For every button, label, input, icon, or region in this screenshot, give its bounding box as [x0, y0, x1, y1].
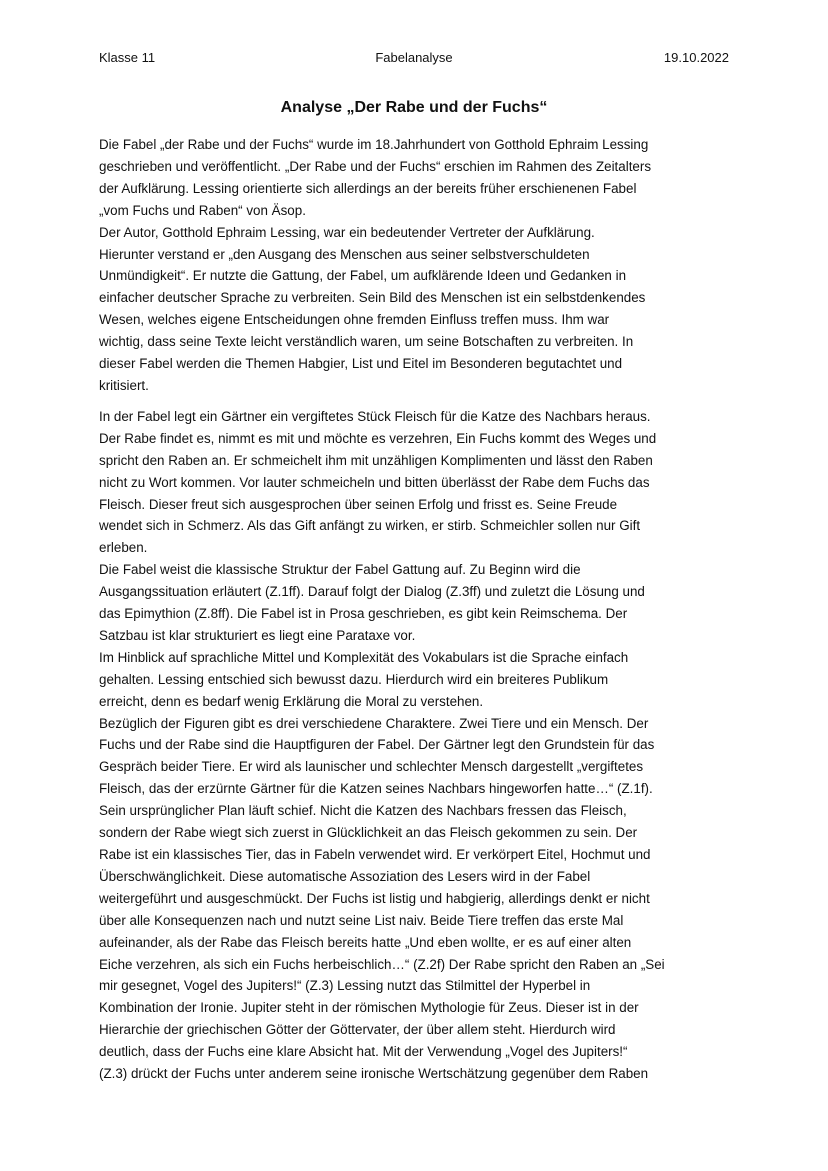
text-line: wichtig, dass seine Texte leicht verständlich waren, um seine Botschaften zu verbreiten. In	[99, 334, 634, 350]
document-body	[99, 134, 735, 1085]
text-line: Unmündigkeit“. Er nutzte die Gattung, der Fabel, um aufklärende Ideen und Gedanken in	[99, 268, 627, 284]
text-line: Hierarchie der griechischen Götter der Göttervater, der über allem steht. Hierdurch wird	[99, 1022, 616, 1038]
text-line: Im Hinblick auf sprachliche Mittel und Komplexität des Vokabulars ist die Sprache einfach	[99, 649, 629, 665]
text-line: einfacher deutscher Sprache zu verbreiten. Sein Bild des Menschen ist ein selbstdenkendes	[99, 290, 646, 306]
text-line: Der Autor, Gotthold Ephraim Lessing, war ein bedeutender Vertreter der Aufklärung.	[99, 224, 595, 240]
paragraph-language	[99, 647, 735, 713]
text-line: kritisiert.	[99, 377, 149, 393]
text-line: mir gesegnet, Vogel des Jupiters!“ (Z.3) Lessing nutzt das Stilmittel der Hyperbel in	[99, 978, 591, 994]
text-line: Bezüglich der Figuren gibt es drei verschiedene Charaktere. Zwei Tiere und ein Mensch. Der	[99, 715, 649, 731]
paragraph-author	[99, 222, 735, 397]
text-line: Rabe ist ein klassisches Tier, das in Fabeln verwendet wird. Er verkörpert Eitel, Hochmut und	[99, 847, 651, 862]
text-line: deutlich, dass der Fuchs eine klare Absicht hat. Mit der Verwendung „Vogel des Jupiters!“	[99, 1044, 628, 1060]
text-line: erleben.	[99, 540, 148, 556]
text-line: (Z.3) drückt der Fuchs unter anderem seine ironische Wertschätzung gegenüber dem Raben	[99, 1066, 649, 1082]
text-line: Die Fabel „der Rabe und der Fuchs“ wurde im 18.Jahrhundert von Gotthold Ephraim Lessing	[99, 137, 649, 152]
text-line: Fleisch. Dieser freut sich ausgesprochen über seinen Erfolg und frisst es. Seine Freude	[99, 496, 618, 512]
header-subject: Fabelanalyse	[375, 50, 453, 65]
text-line: Wesen, welches eigene Entscheidungen ohne fremden Einfluss treffen muss. Ihm war	[99, 312, 610, 328]
text-line: In der Fabel legt ein Gärtner ein vergiftetes Stück Fleisch für die Katze des Nachbars heraus.	[99, 408, 651, 424]
text-line: „vom Fuchs und Raben“ von Äsop.	[99, 202, 306, 218]
text-line: nicht zu Wort kommen. Vor lauter schmeicheln und bitten überlässt der Rabe dem Fuchs das	[99, 474, 650, 490]
text-line: das Epimythion (Z.8ff). Die Fabel ist in Prosa geschrieben, es gibt kein Reimschema. Der	[99, 606, 628, 622]
document-title: Analyse „Der Rabe und der Fuchs“	[280, 99, 548, 116]
text-line: sondern der Rabe wiegt sich zuerst in Glücklichkeit an das Fleisch gekommen zu sein. Der	[99, 825, 638, 841]
text-line: Der Rabe findet es, nimmt es mit und möchte es verzehren, Ein Fuchs kommt des Weges und	[99, 430, 657, 446]
text-line: über alle Konsequenzen nach und nutzt seine List naiv. Beide Tiere treffen das erste Mal	[99, 912, 624, 928]
text-line: Die Fabel weist die klassische Struktur der Fabel Gattung auf. Zu Beginn wird die	[99, 562, 581, 578]
header-date: 19.10.2022	[663, 50, 729, 65]
text-line: Fleisch, das der erzürnte Gärtner für die Katzen seines Nachbars hingeworfen hatte…“ (Z.1f).	[99, 781, 653, 797]
paragraph-characters	[99, 713, 735, 1085]
header-class: Klasse 11	[99, 50, 156, 65]
text-line: Satzbau ist klar strukturiert es liegt eine Parataxe vor.	[99, 627, 416, 643]
text-line: Fuchs und der Rabe sind die Hauptfiguren der Fabel. Der Gärtner legt den Grundstein für das	[99, 737, 655, 753]
page-header	[99, 50, 729, 70]
text-line: spricht den Raben an. Er schmeichelt ihm mit unzähligen Komplimenten und lässt den Raben	[99, 452, 653, 468]
text-line: dieser Fabel werden die Themen Habgier, List und Eitel im Besonderen begutachtet und	[99, 356, 623, 372]
paragraph-intro	[99, 134, 735, 222]
text-line: erreicht, denn es bedarf wenig Erklärung die Moral zu verstehen.	[99, 693, 484, 709]
paragraph-structure	[99, 559, 735, 647]
text-line: der Aufklärung. Lessing orientierte sich allerdings an der bereits früher erschienenen Fabel	[99, 180, 637, 196]
text-line: aufeinander, als der Rabe das Fleisch bereits hatte „Und eben wollte, er es auf einer alten	[99, 934, 632, 950]
text-line: Überschwänglichkeit. Diese automatische Assoziation des Lesers wird in der Fabel	[99, 868, 591, 884]
text-line: geschrieben und veröffentlicht. „Der Rabe und der Fuchs“ erschien im Rahmen des Zeitalters	[99, 158, 652, 174]
text-line: weitergeführt und ausgeschmückt. Der Fuchs ist listig und habgierig, allerdings denkt er nicht	[99, 890, 650, 906]
text-line: Eiche verzehren, als sich ein Fuchs herbeischlich…“ (Z.2f) Der Rabe spricht den Raben an „Sei	[99, 956, 665, 972]
paragraph-summary	[99, 406, 735, 559]
text-line: gehalten. Lessing entschied sich bewusst dazu. Hierdurch wird ein breiteres Publikum	[99, 671, 609, 687]
text-line: Gespräch beider Tiere. Er wird als launischer und schlechter Mensch dargestellt „vergiftetes	[99, 759, 644, 775]
text-line: Ausgangssituation erläutert (Z.1ff). Darauf folgt der Dialog (Z.3ff) und zuletzt die Lösung und	[99, 584, 645, 600]
text-line: Sein ursprünglicher Plan läuft schief. Nicht die Katzen des Nachbars fressen das Fleisch,	[99, 803, 627, 819]
text-line: Hierunter verstand er „den Ausgang des Menschen aus seiner selbstverschuldeten	[99, 246, 590, 262]
text-line: wendet sich in Schmerz. Als das Gift anfängt zu wirken, er stirb. Schmeichler sollen nur Gift	[99, 518, 641, 534]
text-line: Kombination der Ironie. Jupiter steht in der römischen Mythologie für Zeus. Dieser ist in der	[99, 1000, 639, 1016]
